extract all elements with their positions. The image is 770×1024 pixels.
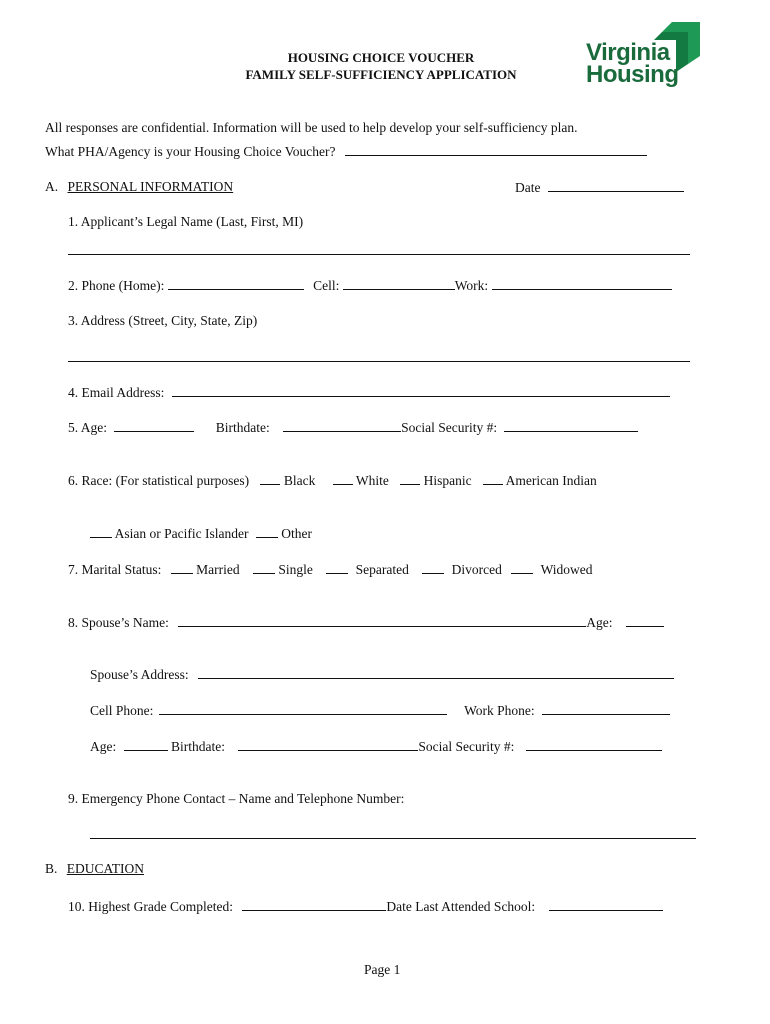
spouse-birthdate-field[interactable] — [238, 738, 418, 751]
race-black-check[interactable] — [260, 472, 280, 485]
q6-row2 — [90, 525, 312, 542]
race-other-check[interactable] — [256, 525, 278, 538]
q5-row — [68, 419, 638, 436]
section-b-letter: B. — [45, 861, 58, 876]
spouse-age-field[interactable] — [626, 614, 664, 627]
separated-label: Separated — [355, 562, 409, 577]
q6-row — [68, 472, 597, 489]
race-asian-check[interactable] — [90, 525, 112, 538]
section-a-heading — [45, 179, 233, 195]
section-a-title: PERSONAL INFORMATION — [67, 179, 234, 194]
race-white-label: White — [355, 473, 389, 488]
legal-name-field[interactable] — [68, 242, 690, 255]
form-title-line2: FAMILY SELF-SUFFICIENCY APPLICATION — [245, 67, 517, 82]
birthdate-label: Birthdate: — [215, 420, 270, 435]
section-b-title: EDUCATION — [66, 861, 145, 876]
divorced-label: Divorced — [451, 562, 502, 577]
address-field[interactable] — [68, 349, 690, 362]
section-a-letter: A. — [45, 179, 59, 194]
q1-label: 1. Applicant’s Legal Name (Last, First, MI) — [68, 214, 304, 229]
ssn-field[interactable] — [504, 419, 638, 432]
race-asian-label: Asian or Pacific Islander — [114, 526, 249, 541]
race-american-indian-check[interactable] — [483, 472, 503, 485]
spouse-address-field[interactable] — [198, 666, 674, 679]
q2-row — [68, 277, 672, 294]
married-check[interactable] — [171, 561, 193, 574]
virginia-housing-logo — [584, 20, 704, 92]
race-label: 6. Race: (For statistical purposes) — [68, 473, 250, 488]
q2-label: 2. Phone (Home): — [68, 278, 165, 293]
pha-label: What PHA/Agency is your Housing Choice Voucher? — [45, 144, 336, 159]
ssn-label: Social Security #: — [401, 420, 498, 435]
cell-label: Cell: — [313, 278, 340, 293]
divorced-check[interactable] — [422, 561, 444, 574]
race-white-check[interactable] — [333, 472, 353, 485]
spouse-ssn-field[interactable] — [526, 738, 662, 751]
spouse-name-label: 8. Spouse’s Name: — [68, 615, 169, 630]
spouse-address-label: Spouse’s Address: — [90, 667, 189, 682]
email-field[interactable] — [172, 384, 670, 397]
age-field[interactable] — [114, 419, 194, 432]
section-b-heading — [45, 861, 144, 877]
spouse-cell-label: Cell Phone: — [90, 703, 154, 718]
spouse-age-label: Age: — [586, 615, 613, 630]
q10-row — [68, 898, 663, 915]
spouse-work-field[interactable] — [542, 702, 670, 715]
q7-row — [68, 561, 593, 578]
highest-grade-label: 10. Highest Grade Completed: — [68, 899, 233, 914]
q4-label: 4. Email Address: — [68, 385, 165, 400]
separated-check[interactable] — [326, 561, 348, 574]
birthdate-field[interactable] — [283, 419, 401, 432]
home-phone-field[interactable] — [168, 277, 304, 290]
date-row — [515, 179, 684, 196]
pha-question — [45, 143, 647, 160]
single-check[interactable] — [253, 561, 275, 574]
q3-label: 3. Address (Street, City, State, Zip) — [68, 313, 258, 328]
logo-text-line1: Virginia — [586, 39, 670, 66]
age-label: 5. Age: — [68, 420, 107, 435]
last-attended-field[interactable] — [549, 898, 663, 911]
spouse-ssn-label: Social Security #: — [418, 739, 515, 754]
spouse-address-row — [90, 666, 674, 683]
work-phone-field[interactable] — [492, 277, 672, 290]
q8-row — [68, 614, 664, 631]
q4-row — [68, 384, 670, 401]
form-title-line1: HOUSING CHOICE VOUCHER — [287, 50, 475, 65]
pha-field[interactable] — [345, 143, 647, 156]
widowed-check[interactable] — [511, 561, 533, 574]
widowed-label: Widowed — [540, 562, 593, 577]
cell-phone-field[interactable] — [343, 277, 455, 290]
spouse-cell-field[interactable] — [159, 702, 447, 715]
race-american-indian-label: American Indian — [505, 473, 597, 488]
page-number: Page 1 — [364, 962, 401, 977]
q9-label: 9. Emergency Phone Contact – Name and Telephone Number: — [68, 791, 405, 806]
marital-label: 7. Marital Status: — [68, 562, 162, 577]
date-field[interactable] — [548, 179, 684, 192]
logo-text-line2: Housing — [586, 61, 679, 88]
spouse-age2-label: Age: — [90, 739, 117, 754]
highest-grade-field[interactable] — [242, 898, 386, 911]
race-black-label: Black — [283, 473, 316, 488]
last-attended-label: Date Last Attended School: — [386, 899, 536, 914]
race-hispanic-label: Hispanic — [423, 473, 472, 488]
spouse-phone-row — [90, 702, 670, 719]
emergency-contact-field[interactable] — [90, 826, 696, 839]
work-label: Work: — [454, 278, 489, 293]
married-label: Married — [196, 562, 240, 577]
spouse-name-field[interactable] — [178, 614, 586, 627]
race-hispanic-check[interactable] — [400, 472, 420, 485]
spouse-work-label: Work Phone: — [464, 703, 535, 718]
spouse-birthdate-label: Birthdate: — [171, 739, 225, 754]
date-label: Date — [515, 180, 541, 195]
race-other-label: Other — [281, 526, 312, 541]
spouse-age2-field[interactable] — [124, 738, 168, 751]
single-label: Single — [278, 562, 313, 577]
spouse-details-row — [90, 738, 662, 755]
confidential-note: All responses are confidential. Information will be used to help develop your self-sufficiency plan. — [45, 120, 578, 135]
